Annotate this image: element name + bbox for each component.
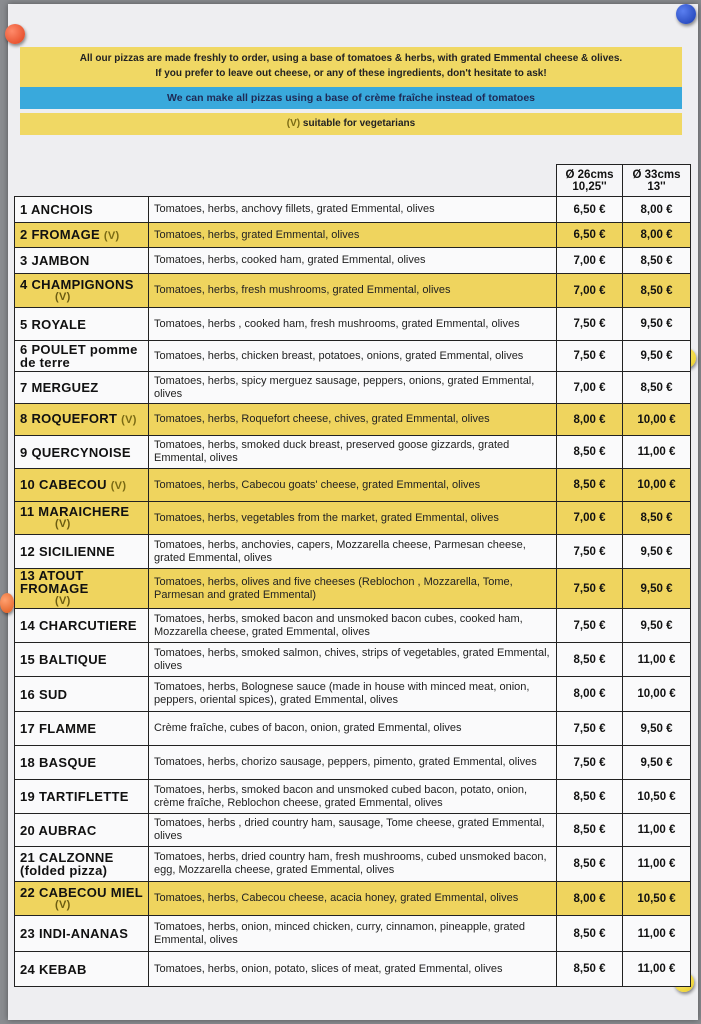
menu-row — [15, 197, 691, 223]
price-large: 11,00 € — [623, 643, 691, 677]
menu-row — [15, 274, 691, 308]
pizza-name-cell — [15, 502, 149, 535]
price-small: 6,50 € — [557, 197, 623, 223]
size-large-header: Ø 33cms 13'' — [623, 165, 691, 197]
menu-row — [15, 502, 691, 535]
pizza-name-cell — [15, 609, 149, 643]
pizza-name-cell — [15, 469, 149, 502]
menu-row — [15, 952, 691, 987]
notice-line-2: If you prefer to leave out cheese, or any of these ingredients, don't hesitate to ask! — [155, 68, 547, 79]
menu-row — [15, 847, 691, 882]
price-large: 9,50 € — [623, 746, 691, 780]
price-small: 8,50 € — [557, 952, 623, 987]
pizza-name-cell — [15, 372, 149, 404]
price-large: 10,00 € — [623, 404, 691, 436]
menu-row — [15, 308, 691, 341]
pizza-menu-table — [14, 164, 691, 987]
price-large: 11,00 € — [623, 847, 691, 882]
pizza-name-cell — [15, 952, 149, 987]
veg-marker: (V) — [286, 118, 301, 129]
pizza-ingredients: Tomatoes, herbs, olives and five cheeses (Reblochon , Mozzarella, Tome, Parmesan and grated Emmental) — [149, 569, 557, 609]
price-small: 8,00 € — [557, 404, 623, 436]
price-large: 10,00 € — [623, 677, 691, 712]
pizza-name: 21 CALZONNE (folded pizza) — [20, 850, 114, 878]
price-large: 9,50 € — [623, 569, 691, 609]
pizza-name: 7 MERGUEZ — [20, 380, 99, 395]
pizza-ingredients: Tomatoes, herbs, Cabecou goats' cheese, grated Emmental, olives — [149, 469, 557, 502]
menu-row — [15, 677, 691, 712]
vegetarian-badge: (V) — [55, 898, 71, 911]
pizza-name: 14 CHARCUTIERE — [20, 618, 137, 633]
menu-row — [15, 814, 691, 847]
price-small: 7,50 € — [557, 746, 623, 780]
price-large: 8,50 € — [623, 248, 691, 274]
pizza-ingredients: Tomatoes, herbs, anchovies, capers, Mozzarella cheese, Parmesan cheese, grated Emmental, olives — [149, 535, 557, 569]
price-small: 7,00 € — [557, 372, 623, 404]
menu-row — [15, 436, 691, 469]
ingredients-notice — [20, 47, 682, 87]
menu-row — [15, 609, 691, 643]
pizza-name-cell — [15, 847, 149, 882]
pizza-name-cell — [15, 746, 149, 780]
price-small: 7,50 € — [557, 341, 623, 372]
pizza-ingredients: Tomatoes, herbs, Cabecou cheese, acacia honey, grated Emmental, olives — [149, 882, 557, 916]
menu-row — [15, 780, 691, 814]
price-large: 9,50 € — [623, 609, 691, 643]
pizza-name-cell — [15, 569, 149, 609]
price-large: 11,00 € — [623, 916, 691, 952]
price-small: 8,50 € — [557, 847, 623, 882]
pizza-ingredients: Tomatoes, herbs, Roquefort cheese, chives, grated Emmental, olives — [149, 404, 557, 436]
notice-line-1: All our pizzas are made freshly to order, using a base of tomatoes & herbs, with grated Emmental cheese & olives. — [79, 53, 623, 64]
pizza-ingredients: Tomatoes, herbs, grated Emmental, olives — [149, 223, 557, 248]
price-large: 8,50 € — [623, 372, 691, 404]
veg-legend-text: suitable for vegetarians — [302, 118, 416, 129]
price-large: 9,50 € — [623, 535, 691, 569]
pizza-name-cell — [15, 916, 149, 952]
price-large: 8,50 € — [623, 274, 691, 308]
price-small: 8,50 € — [557, 643, 623, 677]
vegetarian-legend — [20, 113, 682, 135]
pizza-ingredients: Tomatoes, herbs , dried country ham, sausage, Tome cheese, grated Emmental, olives — [149, 814, 557, 847]
pizza-ingredients: Tomatoes, herbs, chorizo sausage, peppers, pimento, grated Emmental, olives — [149, 746, 557, 780]
price-small: 7,50 € — [557, 712, 623, 746]
pizza-name-cell — [15, 643, 149, 677]
blue-pushpin-icon — [676, 4, 696, 24]
price-small: 8,50 € — [557, 469, 623, 502]
menu-row — [15, 712, 691, 746]
pizza-name: 6 POULET pomme de terre — [20, 342, 138, 370]
price-small: 8,00 € — [557, 677, 623, 712]
pizza-ingredients: Tomatoes, herbs , cooked ham, fresh mushrooms, grated Emmental, olives — [149, 308, 557, 341]
pizza-name-cell — [15, 197, 149, 223]
pizza-ingredients: Tomatoes, herbs, spicy merguez sausage, peppers, onions, grated Emmental, olives — [149, 372, 557, 404]
pizza-name: 1 ANCHOIS — [20, 202, 94, 217]
pizza-name-cell — [15, 274, 149, 308]
price-small: 7,50 € — [557, 308, 623, 341]
menu-row — [15, 223, 691, 248]
menu-row — [15, 746, 691, 780]
pizza-name: 16 SUD — [20, 686, 68, 702]
vegetarian-badge: (V) — [103, 229, 120, 242]
price-small: 7,50 € — [557, 569, 623, 609]
pizza-name: 24 KEBAB — [20, 961, 87, 977]
pizza-name-cell — [15, 404, 149, 436]
pizza-name-cell — [15, 780, 149, 814]
pizza-ingredients: Tomatoes, herbs, Bolognese sauce (made in house with minced meat, onion, peppers, oriental spices), grated Emmental, olives — [149, 677, 557, 712]
pizza-ingredients: Crème fraîche, cubes of bacon, onion, grated Emmental, olives — [149, 712, 557, 746]
menu-row — [15, 404, 691, 436]
price-large: 9,50 € — [623, 308, 691, 341]
menu-row — [15, 372, 691, 404]
pizza-ingredients: Tomatoes, herbs, onion, minced chicken, curry, cinnamon, pineapple, grated Emmental, olives — [149, 916, 557, 952]
menu-row — [15, 569, 691, 609]
orange-pushpin-icon — [0, 593, 14, 613]
pizza-name: 13 ATOUT FROMAGE — [20, 568, 89, 596]
vegetarian-badge: (V) — [110, 479, 127, 492]
pizza-name-cell — [15, 677, 149, 712]
price-large: 11,00 € — [623, 814, 691, 847]
pizza-name-cell — [15, 248, 149, 274]
pizza-ingredients: Tomatoes, herbs, anchovy fillets, grated Emmental, olives — [149, 197, 557, 223]
pizza-name: 4 CHAMPIGNONS — [20, 276, 134, 292]
price-large: 8,00 € — [623, 223, 691, 248]
price-large: 11,00 € — [623, 952, 691, 987]
pizza-name: 12 SICILIENNE — [20, 544, 115, 559]
price-small: 7,00 € — [557, 502, 623, 535]
pizza-name-cell — [15, 882, 149, 916]
pizza-ingredients: Tomatoes, herbs, onion, potato, slices of meat, grated Emmental, olives — [149, 952, 557, 987]
size-small-header: Ø 26cms 10,25'' — [557, 165, 623, 197]
pizza-ingredients: Tomatoes, herbs, smoked bacon and unsmoked bacon cubes, cooked ham, Mozzarella cheese, grated Emmental, olives — [149, 609, 557, 643]
price-large: 10,50 € — [623, 780, 691, 814]
price-large: 9,50 € — [623, 341, 691, 372]
pizza-name-cell — [15, 712, 149, 746]
menu-row — [15, 643, 691, 677]
pizza-ingredients: Tomatoes, herbs, smoked duck breast, preserved goose gizzards, grated Emmental, olives — [149, 436, 557, 469]
vegetarian-badge: (V) — [55, 290, 71, 303]
price-small: 8,00 € — [557, 882, 623, 916]
price-small: 7,00 € — [557, 248, 623, 274]
menu-row — [15, 535, 691, 569]
price-small: 8,50 € — [557, 780, 623, 814]
price-small: 7,50 € — [557, 535, 623, 569]
menu-body — [15, 197, 691, 987]
menu-row — [15, 248, 691, 274]
menu-row — [15, 341, 691, 372]
red-pushpin-icon — [5, 24, 25, 44]
pizza-ingredients: Tomatoes, herbs, fresh mushrooms, grated Emmental, olives — [149, 274, 557, 308]
pizza-name: 2 FROMAGE — [20, 226, 100, 242]
pizza-name: 22 CABECOU MIEL — [20, 884, 143, 900]
pizza-name: 3 JAMBON — [20, 253, 90, 268]
menu-row — [15, 882, 691, 916]
price-large: 8,00 € — [623, 197, 691, 223]
vegetarian-badge: (V) — [55, 595, 71, 607]
pizza-name: 20 AUBRAC — [20, 822, 97, 838]
price-large: 9,50 € — [623, 712, 691, 746]
pizza-ingredients: Tomatoes, herbs, chicken breast, potatoes, onions, grated Emmental, olives — [149, 341, 557, 372]
creme-fraiche-notice: We can make all pizzas using a base of crème fraîche instead of tomatoes — [20, 87, 682, 109]
pizza-name: 9 QUERCYNOISE — [20, 444, 131, 460]
pizza-name-cell — [15, 223, 149, 248]
pizza-name-cell — [15, 308, 149, 341]
pizza-ingredients: Tomatoes, herbs, smoked salmon, chives, strips of vegetables, grated Emmental, olives — [149, 643, 557, 677]
price-large: 8,50 € — [623, 502, 691, 535]
pizza-name-cell — [15, 341, 149, 372]
pizza-ingredients: Tomatoes, herbs, vegetables from the market, grated Emmental, olives — [149, 502, 557, 535]
pizza-name: 8 ROQUEFORT — [20, 411, 118, 426]
price-large: 11,00 € — [623, 436, 691, 469]
menu-row — [15, 469, 691, 502]
pizza-name: 19 TARTIFLETTE — [20, 789, 129, 804]
menu-row — [15, 916, 691, 952]
pizza-name-cell — [15, 436, 149, 469]
pizza-ingredients: Tomatoes, herbs, dried country ham, fresh mushrooms, cubed unsmoked bacon, egg, Mozzarella cheese, grated Emmental, olives — [149, 847, 557, 882]
pizza-ingredients: Tomatoes, herbs, cooked ham, grated Emmental, olives — [149, 248, 557, 274]
vegetarian-badge: (V) — [121, 414, 137, 426]
pizza-name: 18 BASQUE — [20, 755, 97, 770]
pizza-name: 10 CABECOU — [20, 476, 107, 492]
price-small: 8,50 € — [557, 436, 623, 469]
price-small: 7,00 € — [557, 274, 623, 308]
pizza-name: 15 BALTIQUE — [20, 652, 107, 667]
pizza-name-cell — [15, 535, 149, 569]
pizza-name: 5 ROYALE — [20, 316, 87, 332]
price-small: 8,50 € — [557, 916, 623, 952]
pizza-name-cell — [15, 814, 149, 847]
pizza-name: 11 MARAICHERE — [20, 504, 130, 519]
price-small: 6,50 € — [557, 223, 623, 248]
pizza-name: 17 FLAMME — [20, 721, 97, 736]
price-large: 10,00 € — [623, 469, 691, 502]
price-large: 10,50 € — [623, 882, 691, 916]
price-small: 8,50 € — [557, 814, 623, 847]
vegetarian-badge: (V) — [55, 518, 71, 530]
pizza-name: 23 INDI-ANANAS — [20, 926, 129, 941]
price-small: 7,50 € — [557, 609, 623, 643]
pizza-ingredients: Tomatoes, herbs, smoked bacon and unsmoked cubed bacon, potato, onion, crème fraîche, Reblochon cheese, grated Emmental, olives — [149, 780, 557, 814]
